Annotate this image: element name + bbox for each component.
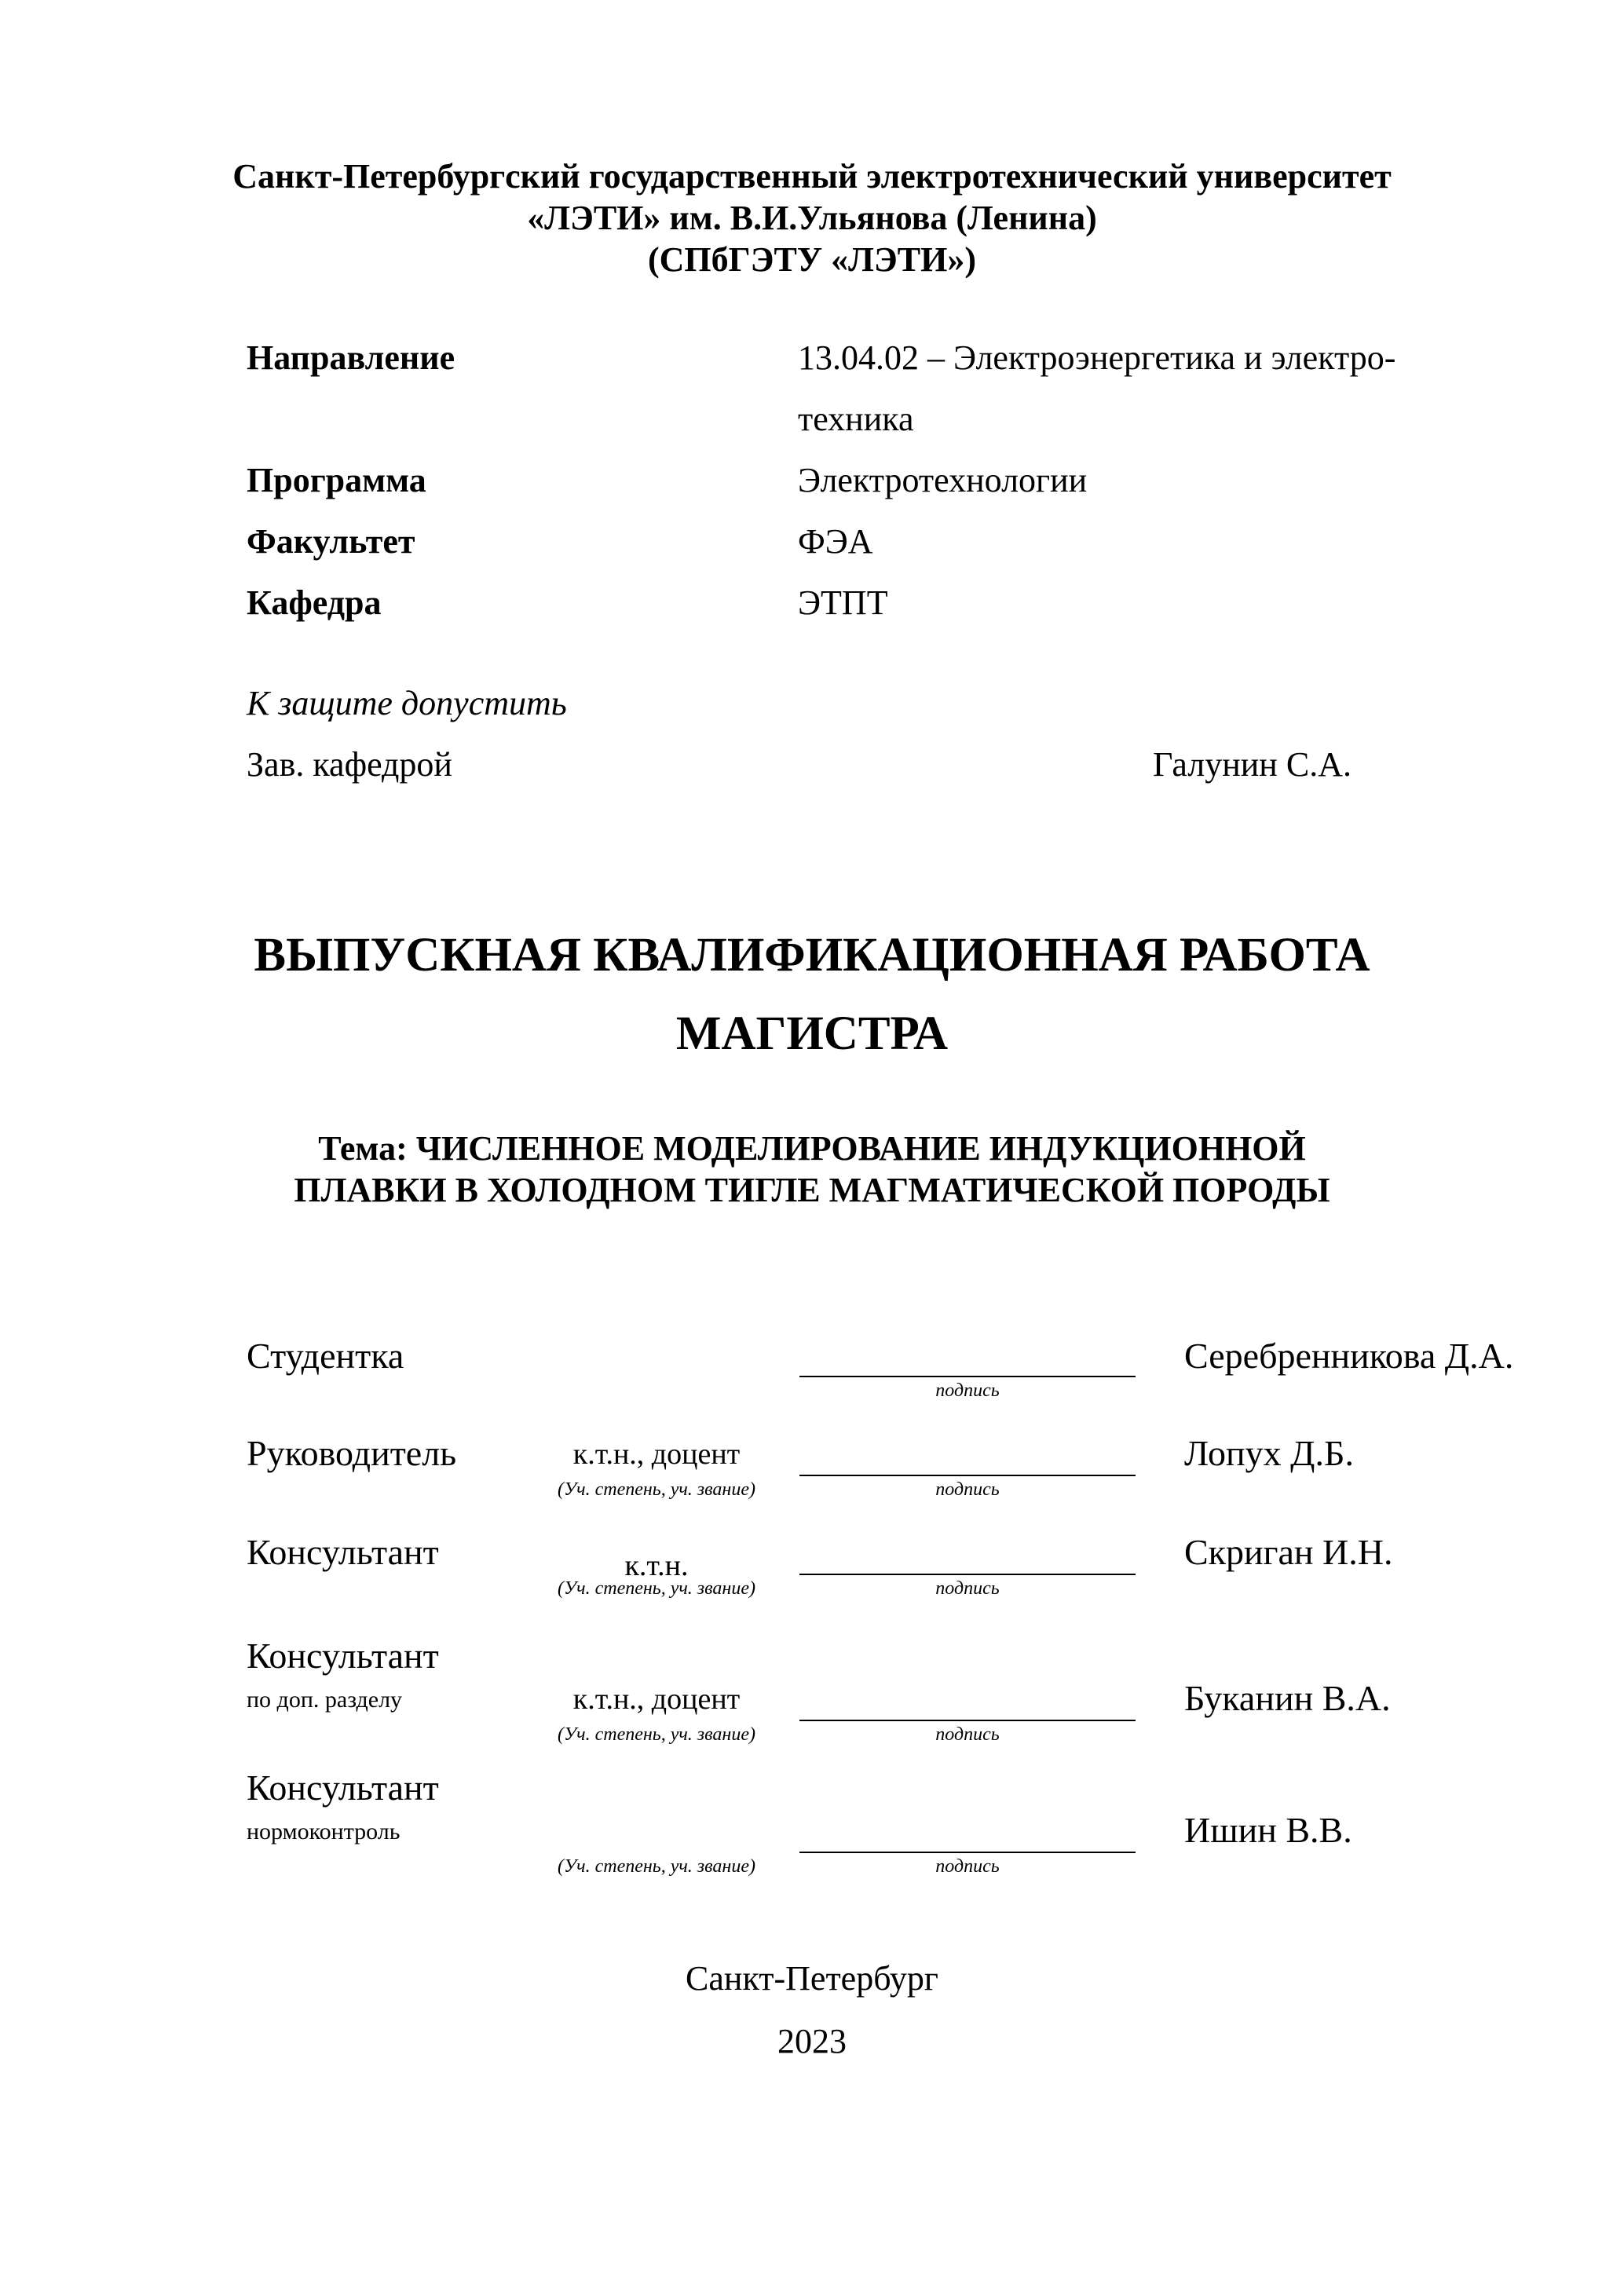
- academic-degree: к.т.н.: [624, 1549, 689, 1582]
- signature-line: [799, 1852, 1136, 1853]
- signature-role-sub: по доп. разделу: [247, 1687, 403, 1713]
- faculty-value: ФЭА: [798, 522, 873, 561]
- thesis-title-line-1: ВЫПУСКНАЯ КВАЛИФИКАЦИОННАЯ РАБОТА: [254, 929, 1370, 982]
- academic-degree-hint: (Уч. степень, уч. звание): [558, 1856, 755, 1877]
- academic-degree-hint: (Уч. степень, уч. звание): [558, 1578, 755, 1599]
- signature-role: Консультант: [247, 1636, 439, 1676]
- year: 2023: [777, 2022, 847, 2060]
- program-label: Программа: [247, 461, 426, 499]
- academic-degree-hint: (Уч. степень, уч. звание): [558, 1479, 755, 1500]
- thesis-title-line-2: МАГИСТРА: [675, 1007, 949, 1060]
- faculty-label: Факультет: [247, 522, 415, 561]
- head-of-department-name: Галунин С.А.: [1153, 745, 1352, 784]
- department-value: ЭТПТ: [798, 583, 888, 622]
- signature-hint: подпись: [935, 1479, 1000, 1500]
- direction-value-line-2: техника: [798, 400, 914, 438]
- signature-hint: подпись: [935, 1856, 1000, 1877]
- academic-degree: к.т.н., доцент: [572, 1438, 741, 1471]
- university-line-2: «ЛЭТИ» им. В.И.Ульянова (Ленина): [527, 199, 1097, 237]
- signature-name: Серебренникова Д.А.: [1184, 1336, 1514, 1376]
- thesis-topic-line-1: Тема: ЧИСЛЕННОЕ МОДЕЛИРОВАНИЕ ИНДУКЦИОННОЙ: [318, 1129, 1306, 1168]
- signature-name: Лопух Д.Б.: [1184, 1433, 1354, 1473]
- thesis-topic: [0, 1128, 1624, 1211]
- program-value: Электротехнологии: [798, 461, 1088, 499]
- signature-name: Буканин В.А.: [1184, 1678, 1391, 1718]
- signature-role: Консультант: [247, 1532, 439, 1572]
- signature-role: Консультант: [247, 1768, 439, 1808]
- admission-note: К защите допустить: [247, 684, 567, 722]
- city: Санкт-Петербург: [686, 1959, 938, 1998]
- department-label: Кафедра: [247, 583, 382, 622]
- signature-hint: подпись: [935, 1578, 1000, 1599]
- signature-hint: подпись: [935, 1724, 1000, 1745]
- signature-name: Скриган И.Н.: [1184, 1532, 1393, 1572]
- signature-line: [799, 1376, 1136, 1377]
- signature-role: Руководитель: [247, 1433, 457, 1473]
- direction-label: Направление: [247, 338, 455, 377]
- university-line-3: (СПбГЭТУ «ЛЭТИ»): [648, 240, 976, 279]
- head-of-department-label: Зав. кафедрой: [247, 745, 452, 784]
- signature-role: Студентка: [247, 1336, 404, 1376]
- university-line-1: Санкт-Петербургский государственный электротехнический университет: [232, 157, 1392, 196]
- university-header: [0, 155, 1624, 280]
- signature-line: [799, 1720, 1136, 1721]
- thesis-topic-line-2: ПЛАВКИ В ХОЛОДНОМ ТИГЛЕ МАГМАТИЧЕСКОЙ ПОРОДЫ: [294, 1171, 1330, 1209]
- direction-value-line-1: 13.04.02 – Электроэнергетика и электро-: [798, 338, 1396, 377]
- signature-name: Ишин В.В.: [1184, 1810, 1352, 1850]
- signature-hint: подпись: [935, 1380, 1000, 1401]
- signature-line: [799, 1574, 1136, 1575]
- signature-role-sub: нормоконтроль: [247, 1819, 401, 1844]
- signature-line: [799, 1475, 1136, 1476]
- academic-degree-hint: (Уч. степень, уч. звание): [558, 1724, 755, 1745]
- academic-degree: к.т.н., доцент: [572, 1683, 741, 1716]
